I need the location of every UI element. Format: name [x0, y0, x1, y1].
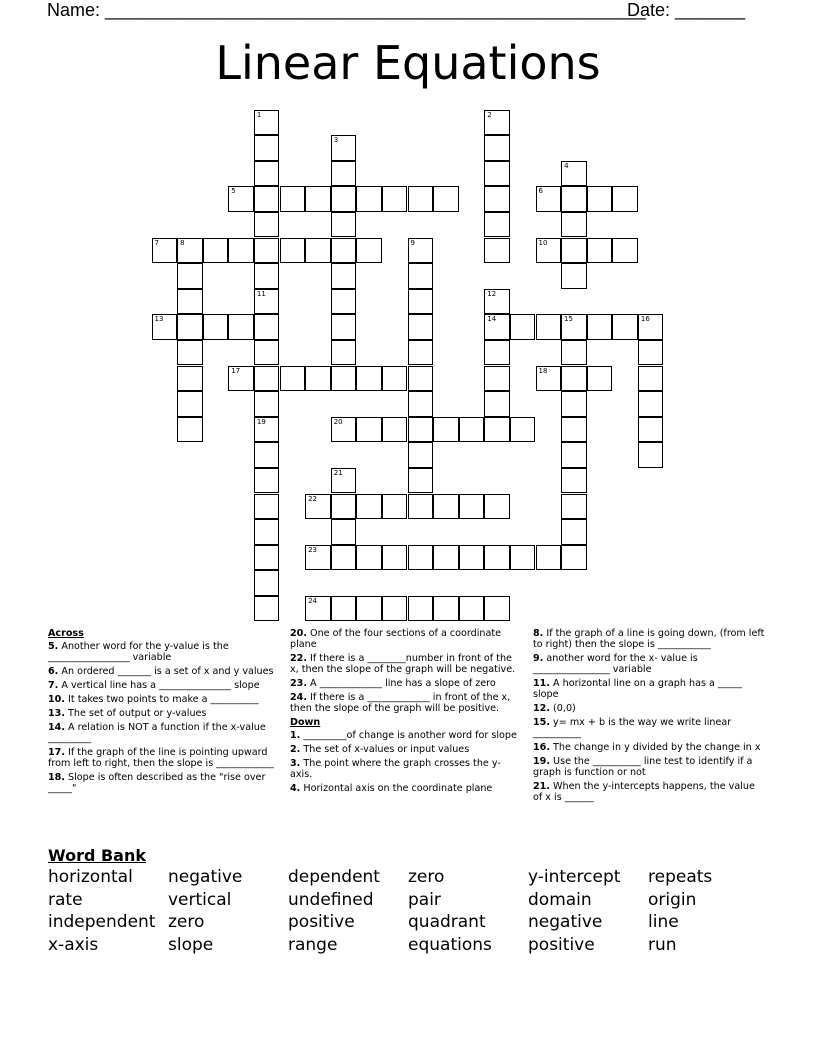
clue: [48, 694, 280, 705]
crossword-cell[interactable]: [254, 494, 280, 520]
clue-number: 23.: [290, 678, 307, 689]
cell-number: 1: [256, 110, 262, 119]
crossword-cell[interactable]: [459, 417, 485, 443]
crossword-cell[interactable]: [484, 289, 510, 315]
crossword-cell[interactable]: [408, 366, 434, 392]
crossword-cell[interactable]: [587, 238, 613, 264]
crossword-cell[interactable]: [356, 238, 382, 264]
word-bank-item: positive: [288, 912, 355, 933]
crossword-cell[interactable]: [203, 238, 229, 264]
word-bank-item: repeats: [648, 867, 713, 887]
clue-number: 7.: [48, 680, 59, 691]
word-bank-item: negative: [168, 867, 243, 887]
word-bank-item: equations: [408, 934, 492, 955]
clue-text: Horizontal axis on the coordinate plane: [300, 783, 493, 794]
crossword-cell[interactable]: [484, 417, 510, 443]
clue-number: 21.: [533, 781, 550, 792]
date-line[interactable]: Date: _______: [627, 0, 746, 20]
clue-text: another word for the x- value is ________________ variable: [533, 653, 698, 675]
clue: [533, 717, 765, 739]
crossword-cell[interactable]: [484, 545, 510, 571]
clue-number: 17.: [48, 747, 65, 758]
crossword-cell[interactable]: [382, 366, 408, 392]
clue-text: If there is a _____________ in front of the x, then the slope of the graph will be positive.: [290, 692, 511, 714]
crossword-cell[interactable]: [408, 186, 434, 212]
word-bank-item: undefined: [288, 889, 374, 910]
clue-number: 6.: [48, 666, 59, 677]
cell-number: 12: [487, 289, 497, 298]
clue-text: A vertical line has a _______________ slope: [58, 680, 260, 691]
crossword-cell[interactable]: [561, 263, 587, 289]
crossword-cell[interactable]: [356, 366, 382, 392]
crossword-cell[interactable]: [254, 570, 280, 596]
crossword-cell[interactable]: [484, 391, 510, 417]
crossword-cell[interactable]: [561, 340, 587, 366]
crossword-cell[interactable]: [408, 263, 434, 289]
clue: [533, 742, 765, 753]
clue-number: 10.: [48, 694, 65, 705]
clue: [48, 680, 280, 691]
crossword-cell[interactable]: [177, 417, 203, 443]
clues-column-2: [290, 628, 522, 797]
clue: [290, 692, 522, 714]
clue: [533, 653, 765, 675]
crossword-cell[interactable]: [408, 468, 434, 494]
clue: [533, 628, 765, 650]
cell-number: 8: [180, 238, 185, 247]
crossword-cell[interactable]: [638, 442, 664, 468]
clue: [533, 678, 765, 700]
clue-number: 24.: [290, 692, 307, 703]
word-bank: [48, 866, 768, 956]
clue: [533, 756, 765, 778]
crossword-cell[interactable]: [484, 212, 510, 238]
crossword-cell[interactable]: [433, 186, 459, 212]
crossword-cell[interactable]: [254, 340, 280, 366]
crossword-cell[interactable]: [331, 238, 357, 264]
clue-number: 19.: [533, 756, 550, 767]
cell-number: 9: [410, 238, 415, 247]
crossword-cell[interactable]: [331, 494, 357, 520]
crossword-cell[interactable]: [484, 135, 510, 161]
clue-text: It takes two points to make a __________: [65, 694, 259, 705]
crossword-cell[interactable]: [254, 110, 280, 136]
crossword-cell[interactable]: [254, 391, 280, 417]
crossword-cell[interactable]: [356, 494, 382, 520]
crossword-cell[interactable]: [254, 135, 280, 161]
clue-text: y= mx + b is the way we write linear __________: [533, 717, 732, 739]
crossword-cell[interactable]: [408, 494, 434, 520]
crossword-cell[interactable]: [561, 366, 587, 392]
crossword-cell[interactable]: [177, 340, 203, 366]
crossword-cell[interactable]: [561, 442, 587, 468]
crossword-cell[interactable]: [254, 417, 280, 443]
clue: [290, 678, 522, 689]
clue-text: One of the four sections of a coordinate plane: [290, 628, 502, 650]
crossword-cell[interactable]: [305, 596, 331, 622]
crossword-cell[interactable]: [254, 263, 280, 289]
crossword-cell[interactable]: [331, 161, 357, 187]
clue-text: Slope is often described as the "rise over _____": [48, 772, 266, 794]
cell-number: 23: [308, 545, 318, 554]
crossword-cell[interactable]: [331, 417, 357, 443]
crossword-cell[interactable]: [638, 417, 664, 443]
crossword-cell[interactable]: [331, 263, 357, 289]
crossword-cell[interactable]: [254, 442, 280, 468]
word-bank-item: positive: [528, 934, 595, 955]
word-bank-item: zero: [408, 867, 445, 887]
crossword-cell[interactable]: [331, 468, 357, 494]
crossword-cell[interactable]: [484, 596, 510, 622]
crossword-cell[interactable]: [459, 545, 485, 571]
clue: [290, 730, 522, 741]
crossword-cell[interactable]: [408, 314, 434, 340]
word-bank-item: pair: [408, 889, 441, 910]
crossword-cell[interactable]: [433, 545, 459, 571]
cell-number: 11: [256, 289, 266, 298]
crossword-cell[interactable]: [280, 186, 306, 212]
cell-number: 21: [333, 468, 343, 477]
name-line[interactable]: Name: ______________________________________________________: [47, 0, 646, 20]
crossword-cell[interactable]: [561, 391, 587, 417]
clue-number: 3.: [290, 758, 301, 769]
crossword-cell[interactable]: [459, 596, 485, 622]
clue: [48, 666, 280, 677]
crossword-cell[interactable]: [484, 238, 510, 264]
crossword-cell[interactable]: [331, 596, 357, 622]
crossword-cell[interactable]: [612, 238, 638, 264]
crossword-cell[interactable]: [152, 314, 178, 340]
crossword-cell[interactable]: [408, 417, 434, 443]
clue: [533, 781, 765, 803]
clue: [290, 783, 522, 794]
crossword-cell[interactable]: [356, 545, 382, 571]
crossword-cell[interactable]: [228, 314, 254, 340]
cell-number: 20: [333, 417, 343, 426]
cell-number: 4: [564, 161, 569, 170]
cell-number: 14: [487, 315, 497, 324]
clue-number: 8.: [533, 628, 544, 639]
crossword-cell[interactable]: [484, 340, 510, 366]
crossword-cell[interactable]: [254, 468, 280, 494]
word-bank-item: domain: [528, 889, 592, 910]
crossword-cell[interactable]: [408, 545, 434, 571]
crossword-cell[interactable]: [331, 212, 357, 238]
word-bank-item: line: [648, 912, 679, 933]
crossword-cell[interactable]: [254, 366, 280, 392]
word-bank-item: quadrant: [408, 912, 486, 933]
crossword-cell[interactable]: [382, 596, 408, 622]
clue-number: 13.: [48, 708, 65, 719]
cell-number: 22: [308, 494, 318, 503]
crossword-cell[interactable]: [254, 596, 280, 622]
crossword-cell[interactable]: [177, 289, 203, 315]
crossword-cell[interactable]: [561, 545, 587, 571]
crossword-cell[interactable]: [612, 314, 638, 340]
crossword-cell[interactable]: [331, 340, 357, 366]
clue-number: 16.: [533, 742, 550, 753]
crossword-cell[interactable]: [638, 366, 664, 392]
clue-number: 9.: [533, 653, 544, 664]
cell-number: 24: [308, 596, 318, 605]
crossword-cell[interactable]: [510, 417, 536, 443]
crossword-cell[interactable]: [638, 391, 664, 417]
cell-number: 17: [231, 366, 241, 375]
crossword-cell[interactable]: [254, 186, 280, 212]
crossword-cell[interactable]: [331, 289, 357, 315]
clue: [48, 641, 280, 663]
clue-number: 14.: [48, 722, 65, 733]
crossword-cell[interactable]: [152, 238, 178, 264]
crossword-cell[interactable]: [305, 186, 331, 212]
clue: [48, 708, 280, 719]
clue: [290, 653, 522, 675]
crossword-cell[interactable]: [484, 494, 510, 520]
page-title: Linear Equations: [215, 36, 601, 90]
crossword-cell[interactable]: [177, 314, 203, 340]
crossword-cell[interactable]: [561, 161, 587, 187]
clue-text: A _____________ line has a slope of zero: [307, 678, 496, 689]
clue-text: Use the __________ line test to identify if a graph is function or not: [533, 756, 753, 778]
word-bank-title: Word Bank: [48, 846, 147, 865]
word-bank-item: x-axis: [48, 934, 99, 955]
crossword-cell[interactable]: [228, 186, 254, 212]
crossword-cell[interactable]: [305, 238, 331, 264]
clue-text: When the y-intercepts happens, the value of x is ______: [533, 781, 755, 803]
clue-text: Another word for the y-value is the _________________ variable: [48, 641, 229, 663]
clue-text: The set of output or y-values: [65, 708, 207, 719]
crossword-cell[interactable]: [356, 186, 382, 212]
clue-number: 12.: [533, 703, 550, 714]
crossword-cell[interactable]: [305, 366, 331, 392]
across-heading: Across: [48, 628, 84, 639]
clue-number: 2.: [290, 744, 301, 755]
clue-text: The set of x-values or input values: [300, 744, 470, 755]
crossword-cell[interactable]: [305, 545, 331, 571]
word-bank-item: vertical: [168, 889, 232, 910]
cell-number: 16: [640, 315, 650, 324]
crossword-cell[interactable]: [433, 417, 459, 443]
crossword-cell[interactable]: [484, 314, 510, 340]
crossword-cell[interactable]: [484, 366, 510, 392]
word-bank-item: y-intercept: [528, 867, 621, 887]
clue: [290, 628, 522, 650]
crossword-cell[interactable]: [536, 186, 562, 212]
crossword-cell[interactable]: [536, 314, 562, 340]
cell-number: 15: [564, 315, 574, 324]
crossword-cell[interactable]: [561, 519, 587, 545]
crossword-cell[interactable]: [331, 545, 357, 571]
crossword-cell[interactable]: [484, 110, 510, 136]
crossword-cell[interactable]: [536, 238, 562, 264]
cell-number: 10: [538, 238, 548, 247]
cell-number: 13: [154, 315, 164, 324]
clue-number: 5.: [48, 641, 59, 652]
clue-text: If there is a ________number in front of the x, then the slope of the graph will be negative.: [290, 653, 516, 675]
crossword-cell[interactable]: [587, 366, 613, 392]
clue-text: _________of change is another word for slope: [300, 730, 517, 741]
word-bank-item: dependent: [288, 867, 380, 887]
word-bank-item: run: [648, 934, 677, 955]
down-heading: Down: [290, 717, 321, 728]
crossword-cell[interactable]: [408, 238, 434, 264]
clue-text: The point where the graph crosses the y-axis.: [290, 758, 501, 780]
crossword-cell[interactable]: [382, 545, 408, 571]
crossword-cell[interactable]: [484, 186, 510, 212]
word-bank-item: origin: [648, 889, 697, 910]
crossword-cell[interactable]: [408, 391, 434, 417]
crossword-cell[interactable]: [561, 212, 587, 238]
word-bank-item: rate: [48, 889, 83, 910]
crossword-cell[interactable]: [228, 366, 254, 392]
clue-text: If the graph of the line is pointing upward from left to right, then the slope is ____________: [48, 747, 274, 769]
crossword-cell[interactable]: [254, 519, 280, 545]
crossword-cell[interactable]: [203, 314, 229, 340]
crossword-cell[interactable]: [510, 314, 536, 340]
crossword-cell[interactable]: [408, 340, 434, 366]
crossword-cell[interactable]: [356, 417, 382, 443]
clue-text: A relation is NOT a function if the x-value _________: [48, 722, 266, 744]
clue-number: 15.: [533, 717, 550, 728]
crossword-cell[interactable]: [561, 494, 587, 520]
crossword-cell[interactable]: [638, 340, 664, 366]
crossword-cell[interactable]: [331, 519, 357, 545]
crossword-cell[interactable]: [177, 366, 203, 392]
crossword-cell[interactable]: [177, 238, 203, 264]
clue-text: The change in y divided by the change in x: [550, 742, 761, 753]
cell-number: 2: [487, 110, 492, 119]
crossword-cell[interactable]: [587, 314, 613, 340]
clue-text: A horizontal line on a graph has a _____ slope: [533, 678, 742, 700]
crossword-cell[interactable]: [280, 238, 306, 264]
cell-number: 18: [538, 366, 548, 375]
crossword-cell[interactable]: [433, 494, 459, 520]
crossword-cell[interactable]: [536, 366, 562, 392]
crossword-cell[interactable]: [331, 186, 357, 212]
crossword-cell[interactable]: [510, 545, 536, 571]
cell-number: 19: [256, 417, 266, 426]
clue: [290, 758, 522, 780]
cell-number: 3: [333, 136, 339, 145]
crossword-cell[interactable]: [638, 314, 664, 340]
crossword-cell[interactable]: [177, 391, 203, 417]
clues-column-3: [533, 628, 765, 806]
clue-number: 1.: [290, 730, 301, 741]
crossword-cell[interactable]: [280, 366, 306, 392]
crossword-cell[interactable]: [587, 186, 613, 212]
word-bank-item: range: [288, 934, 338, 955]
clue-number: 22.: [290, 653, 307, 664]
crossword-cell[interactable]: [408, 442, 434, 468]
clues-column-1: [48, 628, 280, 797]
cell-number: 6: [538, 187, 543, 196]
crossword-cell[interactable]: [331, 314, 357, 340]
crossword-cell[interactable]: [612, 186, 638, 212]
clue: [48, 772, 280, 794]
crossword-cell[interactable]: [561, 314, 587, 340]
clue-number: 20.: [290, 628, 307, 639]
crossword-cell[interactable]: [356, 596, 382, 622]
crossword-cell[interactable]: [408, 289, 434, 315]
crossword-cell[interactable]: [459, 494, 485, 520]
crossword-cell[interactable]: [254, 314, 280, 340]
crossword-cell[interactable]: [254, 545, 280, 571]
crossword-cell[interactable]: [305, 494, 331, 520]
crossword-cell[interactable]: [254, 212, 280, 238]
clue-number: 4.: [290, 783, 301, 794]
word-bank-item: independent: [48, 912, 156, 933]
crossword-cell[interactable]: [382, 494, 408, 520]
word-bank-item: slope: [168, 934, 214, 955]
clue-number: 11.: [533, 678, 550, 689]
clue-text: If the graph of a line is going down, (from left to right) then the slope is ___________: [533, 628, 765, 650]
clue: [533, 703, 765, 714]
crossword-cell[interactable]: [331, 366, 357, 392]
clue-number: 18.: [48, 772, 65, 783]
crossword-cell[interactable]: [536, 545, 562, 571]
cell-number: 5: [231, 187, 236, 196]
word-bank-item: zero: [168, 912, 205, 933]
crossword-cell[interactable]: [254, 161, 280, 187]
clue: [48, 722, 280, 744]
crossword-cell[interactable]: [561, 186, 587, 212]
crossword-cell[interactable]: [228, 238, 254, 264]
word-bank-item: horizontal: [48, 867, 133, 887]
crossword-cell[interactable]: [331, 135, 357, 161]
crossword-cell[interactable]: [484, 161, 510, 187]
crossword-cell[interactable]: [561, 417, 587, 443]
crossword-cell[interactable]: [177, 263, 203, 289]
clue: [290, 744, 522, 755]
crossword-cell[interactable]: [408, 596, 434, 622]
crossword-cell[interactable]: [254, 238, 280, 264]
cell-number: 7: [154, 238, 159, 247]
clue: [48, 747, 280, 769]
crossword-cell[interactable]: [254, 289, 280, 315]
crossword-cell[interactable]: [382, 417, 408, 443]
crossword-cell[interactable]: [561, 468, 587, 494]
clue-text: (0,0): [550, 703, 576, 714]
word-bank-item: negative: [528, 912, 603, 933]
crossword-cell[interactable]: [433, 596, 459, 622]
clue-text: An ordered _______ is a set of x and y values: [58, 666, 274, 677]
crossword-cell[interactable]: [561, 238, 587, 264]
crossword-cell[interactable]: [382, 186, 408, 212]
